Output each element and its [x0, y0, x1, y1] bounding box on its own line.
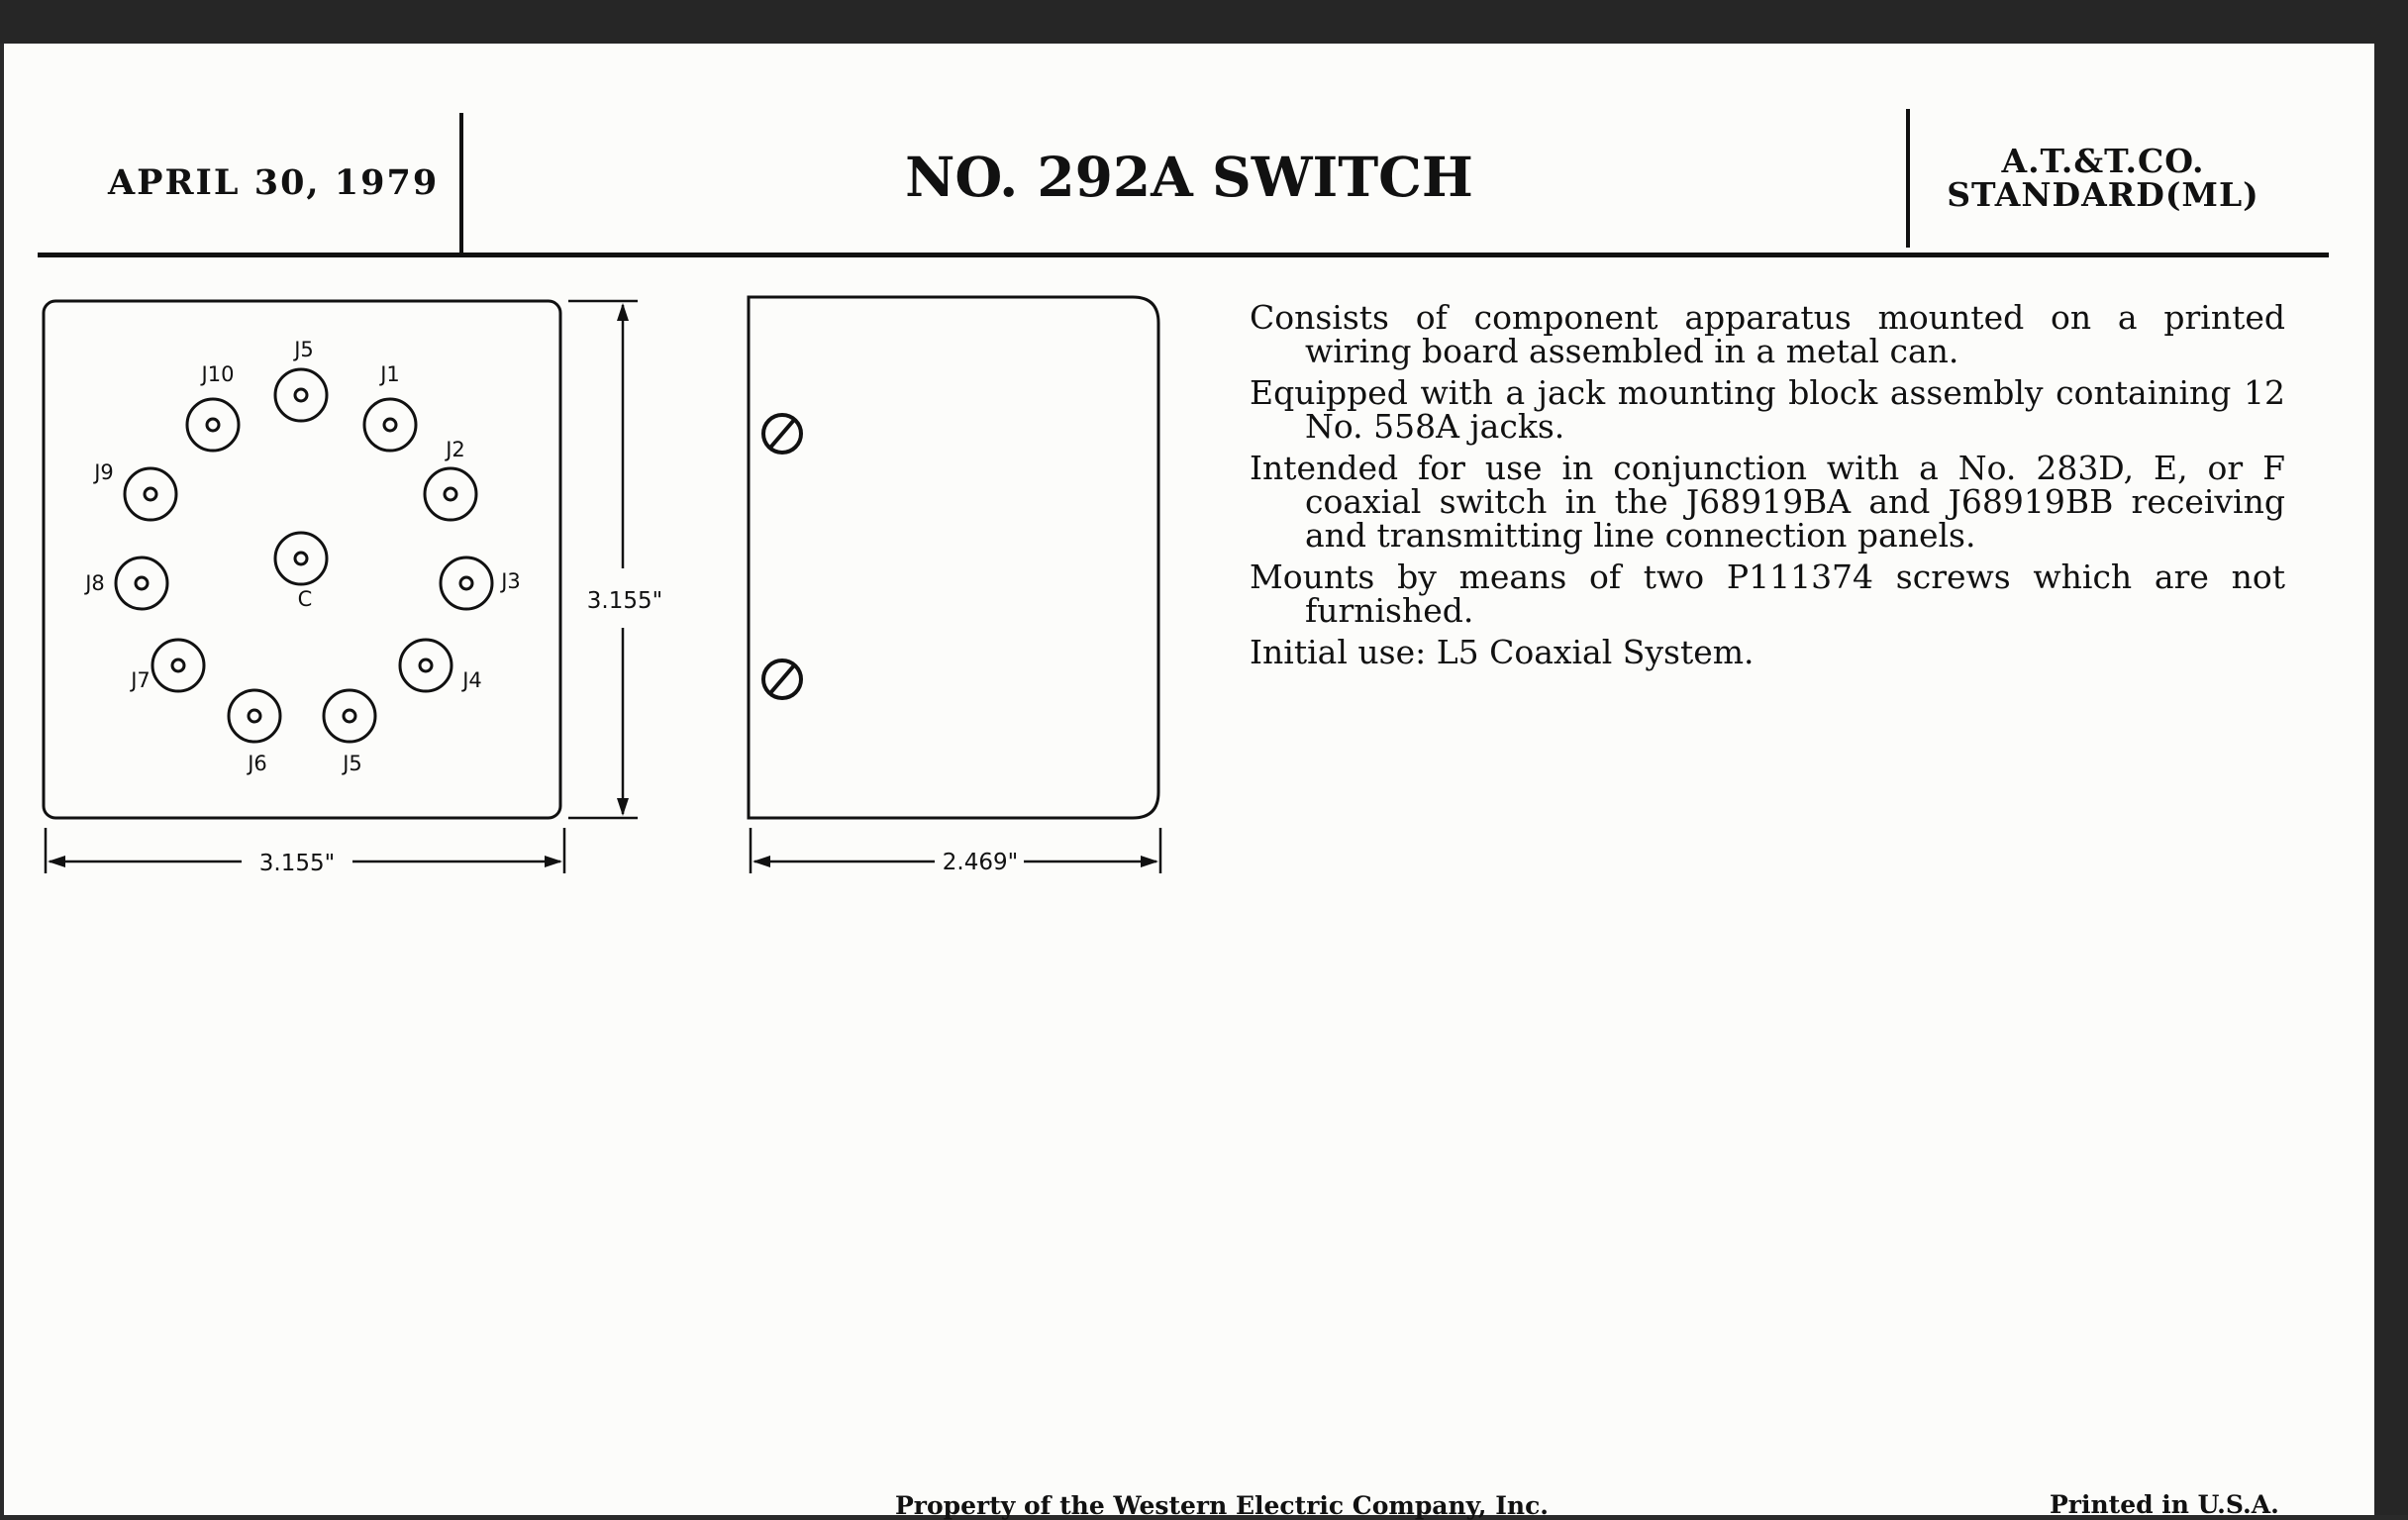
jack-j3 [441, 557, 492, 609]
screw-icon [763, 660, 801, 698]
label-j1: J1 [380, 362, 400, 386]
label-j8: J8 [85, 571, 105, 595]
label-j5: J5 [343, 752, 362, 775]
dim-front-height-label: 3.155" [586, 588, 663, 614]
dimension-front-height [568, 301, 638, 818]
page-title: NO. 292A SWITCH [905, 145, 1473, 209]
label-j2: J2 [446, 438, 465, 461]
label-j3: J3 [501, 569, 521, 593]
switch-drawing [4, 44, 1232, 994]
scan-border-top [0, 0, 2408, 44]
standard-line-2: STANDARD(ML) [1947, 175, 2259, 214]
jack-j4 [400, 640, 452, 691]
front-view-outline [44, 301, 560, 818]
jack-j1 [364, 399, 416, 451]
note-item: Consists of component apparatus mounted on a printed wiring board assembled in a metal can. [1250, 298, 2285, 370]
jack-j6 [229, 690, 280, 742]
header-standard [1915, 142, 2291, 214]
dim-front-width-label: 3.155" [258, 851, 336, 876]
note-item: Equipped with a jack mounting block assembly containing 12 No. 558A jacks. [1250, 373, 2285, 446]
description-notes [1250, 298, 2285, 677]
label-j10: J10 [201, 362, 235, 386]
scan-border-right [2374, 0, 2408, 1515]
footer-property: Property of the Western Electric Company, Inc. [895, 1491, 1550, 1520]
screw-icon [763, 415, 801, 453]
jack-j9 [125, 468, 176, 520]
dim-side-width-label: 2.469" [942, 850, 1019, 875]
document-sheet [4, 44, 2374, 1520]
jack-c [275, 533, 327, 584]
jack-j8 [116, 557, 167, 609]
note-item: Intended for use in conjunction with a No. 283D, E, or F coaxial switch in the J68919BA and J68919BB receiving and transmitting line connection panels. [1250, 449, 2285, 555]
note-item: Initial use: L5 Coaxial System. [1250, 633, 1755, 671]
label-j7: J7 [131, 668, 150, 692]
jack-j10 [187, 399, 239, 451]
standard-line-1: A.T.&T.CO. [2001, 142, 2205, 180]
label-j4: J4 [462, 668, 482, 692]
note-item: Mounts by means of two P111374 screws which are not furnished. [1250, 557, 2285, 630]
label-c: C [297, 587, 313, 611]
label-j6: J6 [248, 752, 267, 775]
footer-printed: Printed in U.S.A. [2050, 1490, 2279, 1519]
side-view-outline [749, 297, 1158, 818]
jack-j2 [425, 468, 476, 520]
header-divider-right [1906, 109, 1910, 248]
jack-j7 [152, 640, 204, 691]
header-date: APRIL 30, 1979 [108, 162, 440, 203]
jack-group [116, 369, 492, 742]
label-j5-top: J5 [294, 338, 314, 361]
jack-j5 [324, 690, 375, 742]
label-j9: J9 [94, 460, 114, 484]
jack-j5-top [275, 369, 327, 421]
